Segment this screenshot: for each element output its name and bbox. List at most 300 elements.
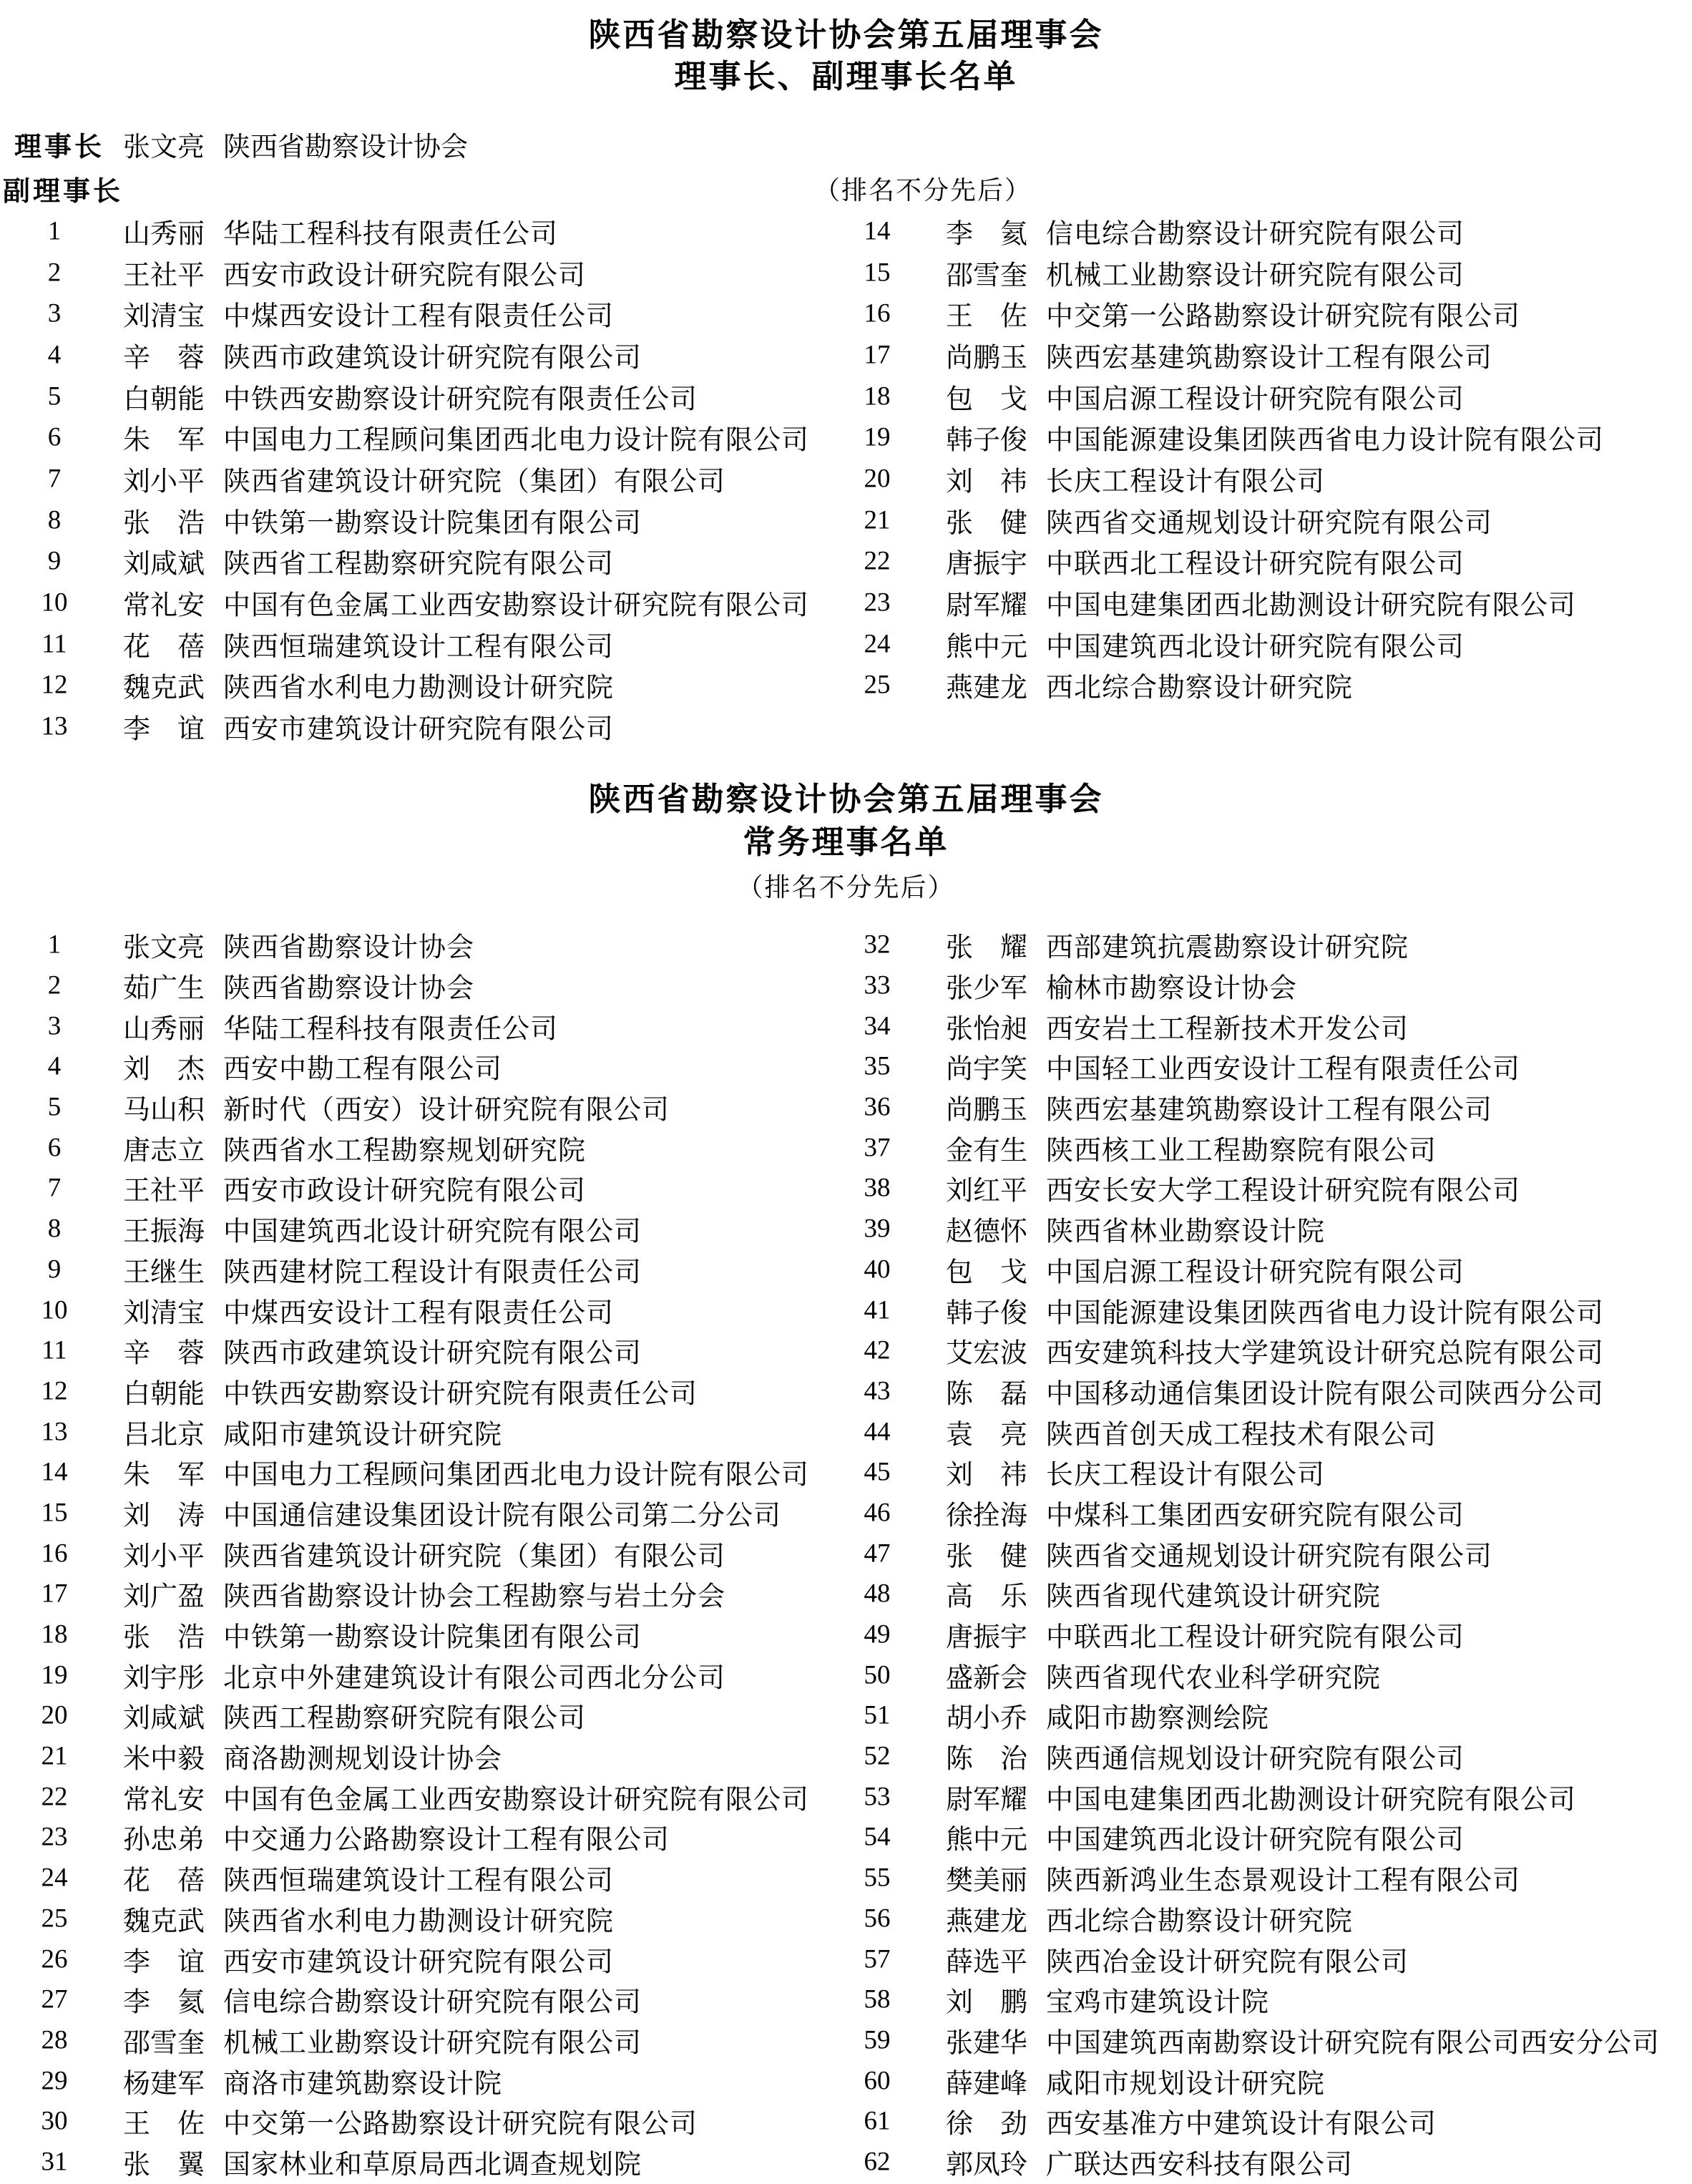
member-organization: 陕西省建筑设计研究院（集团）有限公司 — [223, 1541, 726, 1572]
member-organization: 陕西省水工程勘察规划研究院 — [223, 1136, 587, 1166]
member-name: 韩子俊 — [946, 425, 1028, 456]
member-name: 唐振宇 — [946, 549, 1028, 580]
member-organization: 中国建筑西南勘察设计研究院有限公司西安分公司 — [1046, 2028, 1661, 2059]
member-organization: 陕西省勘察设计协会工程勘察与岩土分会 — [223, 1581, 726, 1612]
member-row — [0, 925, 844, 965]
member-organization: 中国有色金属工业西安勘察设计研究院有限公司 — [223, 590, 810, 621]
member-number: 1 — [47, 930, 62, 960]
member-number: 22 — [41, 1782, 68, 1812]
member-name: 魏克武 — [123, 673, 205, 703]
member-name: 盛新会 — [946, 1663, 1028, 1694]
member-row — [0, 1817, 844, 1858]
member-name: 唐志立 — [123, 1136, 205, 1166]
member-number: 44 — [864, 1417, 891, 1447]
member-organization: 中铁西安勘察设计研究院有限责任公司 — [223, 1379, 698, 1410]
member-row — [823, 1898, 1692, 1939]
member-name: 常礼安 — [123, 1785, 205, 1815]
member-row — [0, 1654, 844, 1695]
chairman-line — [0, 125, 1692, 162]
member-row — [823, 334, 1692, 376]
member-row — [0, 293, 844, 334]
member-row — [823, 1736, 1692, 1777]
member-number: 56 — [864, 1903, 891, 1934]
member-organization: 陕西省现代建筑设计研究院 — [1046, 1581, 1382, 1612]
member-number: 1 — [47, 216, 62, 246]
member-number: 2 — [47, 258, 62, 288]
member-number: 40 — [864, 1254, 891, 1284]
member-name: 徐 劲 — [946, 2109, 1028, 2140]
member-name: 白朝能 — [123, 384, 205, 415]
member-row — [823, 1005, 1692, 1046]
member-organization: 商洛勘测规划设计协会 — [223, 1744, 503, 1775]
member-name: 包 戈 — [946, 384, 1028, 415]
member-number: 25 — [864, 670, 891, 700]
member-name: 邵雪奎 — [123, 2028, 205, 2059]
member-name: 王继生 — [123, 1257, 205, 1288]
member-row — [0, 1411, 844, 1452]
member-row — [0, 1493, 844, 1534]
member-row — [0, 1736, 844, 1777]
section2-right-column — [823, 925, 1692, 2182]
member-name: 徐拴海 — [946, 1501, 1028, 1531]
member-row — [823, 293, 1692, 334]
member-organization: 陕西冶金设计研究院有限公司 — [1046, 1947, 1409, 1978]
member-organization: 广联达西安科技有限公司 — [1046, 2150, 1354, 2180]
member-number: 19 — [41, 1660, 68, 1690]
member-organization: 信电综合勘察设计研究院有限公司 — [223, 1987, 642, 2018]
member-organization: 中国通信建设集团设计院有限公司第二分公司 — [223, 1501, 782, 1531]
member-row — [823, 1979, 1692, 2020]
member-row — [823, 2101, 1692, 2142]
member-number: 10 — [41, 1295, 68, 1325]
member-row — [0, 334, 844, 376]
member-organization: 陕西工程勘察研究院有限公司 — [223, 1703, 587, 1734]
member-name: 薛选平 — [946, 1947, 1028, 1978]
member-organization: 长庆工程设计有限公司 — [1046, 467, 1326, 497]
member-name: 尚宇笑 — [946, 1054, 1028, 1085]
member-organization: 中国启源工程设计研究院有限公司 — [1046, 384, 1465, 415]
member-row — [0, 1290, 844, 1330]
member-row — [823, 1817, 1692, 1858]
section2-title-line1: 陕西省勘察设计协会第五届理事会 — [588, 781, 1104, 817]
member-number: 9 — [47, 546, 62, 576]
member-number: 14 — [864, 216, 891, 246]
section1-left-column — [0, 210, 844, 747]
member-number: 62 — [864, 2147, 891, 2177]
member-name: 茹广生 — [123, 973, 205, 1004]
member-row — [823, 252, 1692, 293]
member-name: 白朝能 — [123, 1379, 205, 1410]
member-name: 邵雪奎 — [946, 260, 1028, 291]
member-name: 花 蓓 — [123, 632, 205, 663]
member-number: 2 — [47, 970, 62, 1000]
member-name: 常礼安 — [123, 590, 205, 621]
member-number: 41 — [864, 1295, 891, 1325]
member-number: 15 — [864, 258, 891, 288]
member-number: 32 — [864, 930, 891, 960]
member-name: 包 戈 — [946, 1257, 1028, 1288]
member-row — [0, 1533, 844, 1574]
member-row — [0, 1249, 844, 1290]
member-organization: 陕西恒瑞建筑设计工程有限公司 — [223, 632, 615, 663]
member-name: 王 佐 — [123, 2109, 205, 2140]
member-organization: 北京中外建建筑设计有限公司西北分公司 — [223, 1663, 726, 1694]
section1-title-line1: 陕西省勘察设计协会第五届理事会 — [588, 16, 1104, 53]
member-number: 13 — [41, 711, 68, 741]
member-number: 7 — [47, 1173, 62, 1203]
member-name: 刘清宝 — [123, 1298, 205, 1329]
member-name: 郭凤玲 — [946, 2150, 1028, 2180]
member-row — [823, 499, 1692, 541]
member-row — [823, 1127, 1692, 1168]
member-organization: 西安市建筑设计研究院有限公司 — [223, 1947, 615, 1978]
chairman-label: 理事长 — [14, 132, 105, 162]
member-organization: 榆林市勘察设计协会 — [1046, 973, 1298, 1004]
member-name: 朱 军 — [123, 1460, 205, 1491]
member-organization: 中交通力公路勘察设计工程有限公司 — [223, 1825, 670, 1856]
member-name: 艾宏波 — [946, 1338, 1028, 1369]
member-organization: 陕西市政建筑设计研究院有限公司 — [223, 343, 642, 374]
member-row — [823, 1330, 1692, 1371]
member-organization: 西安中勘工程有限公司 — [223, 1054, 503, 1085]
member-name: 花 蓓 — [123, 1866, 205, 1896]
member-organization: 陕西省交通规划设计研究院有限公司 — [1046, 1541, 1493, 1572]
member-row — [823, 1574, 1692, 1614]
member-name: 刘 杰 — [123, 1054, 205, 1085]
member-number: 18 — [41, 1619, 68, 1649]
member-number: 61 — [864, 2106, 891, 2136]
member-organization: 西部建筑抗震勘察设计研究院 — [1046, 932, 1409, 963]
member-organization: 中铁第一勘察设计院集团有限公司 — [223, 1622, 642, 1653]
member-row — [823, 2060, 1692, 2101]
member-number: 12 — [41, 670, 68, 700]
member-number: 12 — [41, 1376, 68, 1406]
member-organization: 西安长安大学工程设计研究院有限公司 — [1046, 1176, 1521, 1206]
member-number: 17 — [864, 340, 891, 370]
member-row — [0, 582, 844, 623]
member-row — [823, 1249, 1692, 1290]
member-row — [823, 1695, 1692, 1736]
section2-left-column — [0, 925, 844, 2182]
member-row — [823, 2142, 1692, 2183]
member-row — [0, 1168, 844, 1209]
section1-ranking-note: （排名不分先后） — [814, 176, 1032, 205]
member-row — [823, 965, 1692, 1006]
member-name: 刘小平 — [123, 1541, 205, 1572]
member-name: 张 浩 — [123, 1622, 205, 1653]
member-organization: 国家林业和草原局西北调查规划院 — [223, 2150, 642, 2180]
member-organization: 中国建筑西北设计研究院有限公司 — [1046, 632, 1465, 663]
member-organization: 中国轻工业西安设计工程有限责任公司 — [1046, 1054, 1521, 1085]
member-row — [0, 1209, 844, 1249]
member-row — [0, 2142, 844, 2183]
member-number: 27 — [41, 1984, 68, 2014]
member-organization: 西安市建筑设计研究院有限公司 — [223, 714, 615, 745]
member-name: 刘小平 — [123, 467, 205, 497]
member-number: 22 — [864, 546, 891, 576]
member-organization: 新时代（西安）设计研究院有限公司 — [223, 1095, 670, 1126]
member-name: 朱 军 — [123, 425, 205, 456]
member-row — [0, 376, 844, 417]
member-organization: 中煤西安设计工程有限责任公司 — [223, 1298, 615, 1329]
member-row — [0, 499, 844, 541]
member-number: 6 — [47, 422, 62, 452]
member-organization: 陕西省林业勘察设计院 — [1046, 1217, 1326, 1247]
member-name: 李 谊 — [123, 1947, 205, 1978]
member-name: 张 健 — [946, 508, 1028, 539]
member-name: 熊中元 — [946, 1825, 1028, 1856]
member-organization: 中国建筑西北设计研究院有限公司 — [223, 1217, 642, 1247]
member-number: 54 — [864, 1822, 891, 1852]
member-row — [0, 1574, 844, 1614]
member-organization: 长庆工程设计有限公司 — [1046, 1460, 1326, 1491]
member-number: 38 — [864, 1173, 891, 1203]
member-name: 燕建龙 — [946, 673, 1028, 703]
member-organization: 西安基准方中建筑设计有限公司 — [1046, 2109, 1437, 2140]
member-name: 张文亮 — [123, 932, 205, 963]
member-number: 58 — [864, 1984, 891, 2014]
member-number: 5 — [47, 381, 62, 411]
member-name: 刘 祎 — [946, 1460, 1028, 1491]
member-name: 燕建龙 — [946, 1906, 1028, 1937]
member-row — [0, 1858, 844, 1898]
member-organization: 西北综合勘察设计研究院 — [1046, 673, 1354, 703]
member-number: 3 — [47, 298, 62, 328]
member-number: 16 — [864, 298, 891, 328]
member-number: 13 — [41, 1417, 68, 1447]
member-organization: 陕西省勘察设计协会 — [223, 973, 475, 1004]
section1-right-column — [823, 210, 1692, 706]
member-organization: 西安市政设计研究院有限公司 — [223, 260, 587, 291]
member-number: 20 — [864, 464, 891, 494]
member-name: 李 氦 — [123, 1987, 205, 2018]
member-name: 樊美丽 — [946, 1866, 1028, 1896]
member-name: 张 健 — [946, 1541, 1028, 1572]
member-organization: 陕西新鸿业生态景观设计工程有限公司 — [1046, 1866, 1521, 1896]
member-name: 杨建军 — [123, 2069, 205, 2100]
member-organization: 陕西建材院工程设计有限责任公司 — [223, 1257, 642, 1288]
member-row — [823, 1209, 1692, 1249]
member-number: 9 — [47, 1254, 62, 1284]
member-row — [0, 1005, 844, 1046]
member-organization: 陕西省交通规划设计研究院有限公司 — [1046, 508, 1493, 539]
member-number: 46 — [864, 1498, 891, 1528]
member-organization: 中煤西安设计工程有限责任公司 — [223, 301, 615, 332]
member-organization: 中交第一公路勘察设计研究院有限公司 — [223, 2109, 698, 2140]
member-name: 刘清宝 — [123, 301, 205, 332]
member-row — [0, 2060, 844, 2101]
member-row — [823, 1046, 1692, 1087]
member-name: 张 浩 — [123, 508, 205, 539]
member-number: 29 — [41, 2066, 68, 2096]
member-row — [823, 1168, 1692, 1209]
member-number: 11 — [41, 1335, 67, 1365]
member-row — [823, 416, 1692, 458]
member-number: 39 — [864, 1214, 891, 1244]
member-number: 21 — [41, 1741, 68, 1771]
member-name: 刘 祎 — [946, 467, 1028, 497]
member-number: 49 — [864, 1619, 891, 1649]
member-row — [823, 1654, 1692, 1695]
member-number: 33 — [864, 970, 891, 1000]
member-number: 16 — [41, 1539, 68, 1569]
member-organization: 陕西省水利电力勘测设计研究院 — [223, 673, 615, 703]
member-name: 尉军耀 — [946, 590, 1028, 621]
member-number: 55 — [864, 1863, 891, 1893]
member-name: 刘红平 — [946, 1176, 1028, 1206]
member-number: 23 — [864, 588, 891, 618]
member-name: 山秀丽 — [123, 1014, 205, 1045]
member-number: 3 — [47, 1011, 62, 1041]
member-row — [0, 2020, 844, 2061]
member-row — [0, 665, 844, 706]
member-row — [823, 623, 1692, 665]
member-number: 35 — [864, 1051, 891, 1081]
member-row — [823, 1533, 1692, 1574]
chairman-organization: 陕西省勘察设计协会 — [223, 132, 469, 162]
member-organization: 商洛市建筑勘察设计院 — [223, 2069, 503, 2100]
member-number: 34 — [864, 1011, 891, 1041]
member-organization: 中国电力工程顾问集团西北电力设计院有限公司 — [223, 1460, 810, 1491]
member-name: 薛建峰 — [946, 2069, 1028, 2100]
section2-title-line2: 常务理事名单 — [743, 824, 949, 860]
member-row — [0, 1452, 844, 1493]
member-number: 20 — [41, 1700, 68, 1730]
member-name: 袁 亮 — [946, 1420, 1028, 1451]
member-number: 30 — [41, 2106, 68, 2136]
member-name: 米中毅 — [123, 1744, 205, 1775]
member-number: 24 — [864, 629, 891, 659]
member-row — [823, 665, 1692, 706]
member-row — [0, 1087, 844, 1128]
member-row — [0, 252, 844, 293]
member-organization: 陕西首创天成工程技术有限公司 — [1046, 1420, 1437, 1451]
member-organization: 咸阳市建筑设计研究院 — [223, 1420, 503, 1451]
member-organization: 陕西省水利电力勘测设计研究院 — [223, 1906, 615, 1937]
member-number: 6 — [47, 1133, 62, 1163]
member-number: 8 — [47, 505, 62, 535]
member-organization: 中国建筑西北设计研究院有限公司 — [1046, 1825, 1465, 1856]
member-row — [823, 1614, 1692, 1655]
member-name: 刘 涛 — [123, 1501, 205, 1531]
member-organization: 信电综合勘察设计研究院有限公司 — [1046, 219, 1465, 250]
member-name: 张建华 — [946, 2028, 1028, 2059]
member-row — [0, 623, 844, 665]
member-name: 刘 鹏 — [946, 1987, 1028, 2018]
member-name: 韩子俊 — [946, 1298, 1028, 1329]
member-number: 24 — [41, 1863, 68, 1893]
member-number: 4 — [47, 340, 62, 370]
member-row — [823, 925, 1692, 965]
member-row — [823, 1939, 1692, 1979]
member-name: 马山积 — [123, 1095, 205, 1126]
member-organization: 中铁第一勘察设计院集团有限公司 — [223, 508, 642, 539]
section1-title-line2: 理事长、副理事长名单 — [674, 58, 1018, 94]
member-organization: 陕西省建筑设计研究院（集团）有限公司 — [223, 467, 726, 497]
member-row — [823, 1290, 1692, 1330]
member-number: 23 — [41, 1822, 68, 1852]
member-name: 王 佐 — [946, 301, 1028, 332]
member-row — [823, 210, 1692, 252]
member-row — [0, 1330, 844, 1371]
member-number: 42 — [864, 1335, 891, 1365]
vice-chairman-label: 副理事长 — [3, 177, 124, 207]
member-name: 陈 磊 — [946, 1379, 1028, 1410]
member-row — [0, 210, 844, 252]
member-organization: 中国电建集团西北勘测设计研究院有限公司 — [1046, 1785, 1577, 1815]
member-organization: 西安建筑科技大学建筑设计研究总院有限公司 — [1046, 1338, 1605, 1369]
member-row — [0, 1939, 844, 1979]
member-row — [0, 2101, 844, 2142]
member-organization: 陕西省现代农业科学研究院 — [1046, 1663, 1382, 1694]
member-organization: 陕西省工程勘察研究院有限公司 — [223, 549, 615, 580]
member-name: 尚鹏玉 — [946, 343, 1028, 374]
member-name: 熊中元 — [946, 632, 1028, 663]
member-number: 45 — [864, 1457, 891, 1487]
member-name: 魏克武 — [123, 1906, 205, 1937]
member-name: 王振海 — [123, 1217, 205, 1247]
member-name: 陈 治 — [946, 1744, 1028, 1775]
member-name: 孙忠弟 — [123, 1825, 205, 1856]
member-number: 14 — [41, 1457, 68, 1487]
member-name: 尉军耀 — [946, 1785, 1028, 1815]
member-number: 53 — [864, 1782, 891, 1812]
member-number: 26 — [41, 1944, 68, 1974]
member-row — [0, 1127, 844, 1168]
member-organization: 西北综合勘察设计研究院 — [1046, 1906, 1354, 1937]
member-organization: 陕西市政建筑设计研究院有限公司 — [223, 1338, 642, 1369]
member-organization: 中国能源建设集团陕西省电力设计院有限公司 — [1046, 425, 1605, 456]
member-row — [0, 706, 844, 747]
member-name: 高 乐 — [946, 1581, 1028, 1612]
member-name: 唐振宇 — [946, 1622, 1028, 1653]
member-name: 王社平 — [123, 260, 205, 291]
member-name: 李 氦 — [946, 219, 1028, 250]
member-organization: 咸阳市规划设计研究院 — [1046, 2069, 1326, 2100]
member-number: 4 — [47, 1051, 62, 1081]
member-number: 52 — [864, 1741, 891, 1771]
member-name: 山秀丽 — [123, 219, 205, 250]
member-number: 5 — [47, 1092, 62, 1122]
member-number: 48 — [864, 1579, 891, 1609]
member-row — [0, 458, 844, 499]
member-organization: 中铁西安勘察设计研究院有限责任公司 — [223, 384, 698, 415]
member-row — [823, 458, 1692, 499]
member-name: 尚鹏玉 — [946, 1095, 1028, 1126]
member-name: 金有生 — [946, 1136, 1028, 1166]
member-row — [823, 1411, 1692, 1452]
member-row — [0, 1371, 844, 1412]
member-row — [0, 1979, 844, 2020]
member-number: 28 — [41, 2025, 68, 2055]
member-number: 11 — [41, 629, 67, 659]
member-organization: 西安市政设计研究院有限公司 — [223, 1176, 587, 1206]
member-name: 张 翼 — [123, 2150, 205, 2180]
section2-ranking-note: （排名不分先后） — [737, 873, 955, 902]
member-organization: 机械工业勘察设计研究院有限公司 — [1046, 260, 1465, 291]
member-number: 15 — [41, 1498, 68, 1528]
member-organization: 中国启源工程设计研究院有限公司 — [1046, 1257, 1465, 1288]
member-row — [0, 1776, 844, 1817]
member-organization: 中国电建集团西北勘测设计研究院有限公司 — [1046, 590, 1577, 621]
member-organization: 中交第一公路勘察设计研究院有限公司 — [1046, 301, 1521, 332]
member-row — [0, 416, 844, 458]
member-number: 47 — [864, 1539, 891, 1569]
member-name: 胡小乔 — [946, 1703, 1028, 1734]
member-organization: 中国电力工程顾问集团西北电力设计院有限公司 — [223, 425, 810, 456]
member-name: 张怡昶 — [946, 1014, 1028, 1045]
member-number: 18 — [864, 381, 891, 411]
